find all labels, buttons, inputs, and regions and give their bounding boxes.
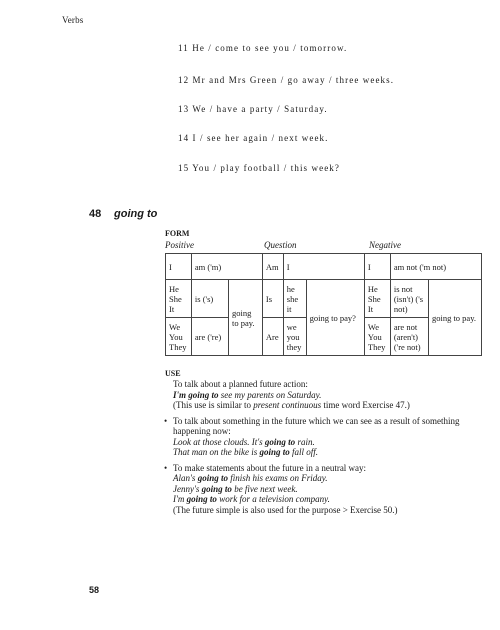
table-cell: we you they (283, 318, 306, 356)
table-cell: am ('m) (191, 254, 262, 280)
use-item-1-example: I'm going to see my parents on Saturday. (173, 389, 322, 400)
use-item-1-intro: To talk about a planned future action: (173, 379, 308, 389)
table-cell: going to pay. (228, 280, 262, 356)
table-cell: he she it (283, 280, 306, 318)
form-heading: FORM (165, 229, 190, 238)
use-item-3-example: I'm going to work for a television company. (173, 494, 330, 504)
table-cell: going to pay. (428, 280, 481, 356)
page-number: 58 (89, 585, 100, 595)
use-item-3-note: (The future simple is also used for the purpose > Exercise 50.) (173, 504, 398, 515)
exercise-item: 14 I / see her again / next week. (178, 133, 329, 143)
use-section (164, 379, 484, 515)
use-item-3-intro: • To make statements about the future in a neutral way: (164, 462, 367, 473)
table-cell: I (166, 254, 192, 280)
section-title: going to (114, 208, 158, 220)
bullet-icon: • (164, 415, 168, 426)
use-item-3-example: Alan's going to finish his exams on Friday. (173, 473, 328, 483)
table-cell: We You They (166, 318, 192, 356)
exercise-item: 15 You / play football / this week? (178, 163, 340, 173)
table-cell: Am (262, 254, 283, 280)
exercise-item: 12 Mr and Mrs Green / go away / three weeks. (178, 75, 395, 85)
table-row (166, 280, 482, 318)
exercise-item: 13 We / have a party / Saturday. (178, 104, 328, 114)
use-heading: USE (165, 369, 181, 378)
use-item-2-example: Look at those clouds. It's going to rain. (173, 436, 315, 447)
table-cell: am not ('m not) (390, 254, 481, 280)
use-item-2-example: That man on the bike is going to fall off. (173, 447, 319, 457)
column-heading-question: Question (264, 240, 297, 250)
column-heading-negative: Negative (369, 240, 401, 250)
table-cell: He She It (166, 280, 192, 318)
table-cell: is ('s) (191, 280, 228, 318)
table-cell: I (283, 254, 364, 280)
exercise-item: 11 He / come to see you / tomorrow. (178, 43, 348, 53)
use-item-1-note: (This use is similar to present continuous time word Exercise 47.) (173, 400, 410, 410)
table-row (166, 254, 482, 280)
running-header: Verbs (62, 15, 84, 25)
table-cell: Is (262, 280, 283, 318)
table-cell: Are (262, 318, 283, 356)
use-item-2-intro: • To talk about something in the future which we can see as a result of something happening now: (164, 415, 460, 436)
table-cell: going to pay? (306, 280, 364, 356)
table-cell: He She It (364, 280, 390, 318)
table-cell: are ('re) (191, 318, 228, 356)
table-cell: are not (aren't) ('re not) (390, 318, 428, 356)
use-item-3-example: Jenny's going to be five next week. (173, 483, 298, 494)
table-cell: I (364, 254, 390, 280)
section-number: 48 (89, 208, 102, 220)
table-cell: is not (isn't) ('s not) (390, 280, 428, 318)
form-table (165, 253, 482, 356)
table-cell: We You They (364, 318, 390, 356)
bullet-icon: • (164, 462, 168, 473)
column-heading-positive: Positive (165, 240, 194, 250)
